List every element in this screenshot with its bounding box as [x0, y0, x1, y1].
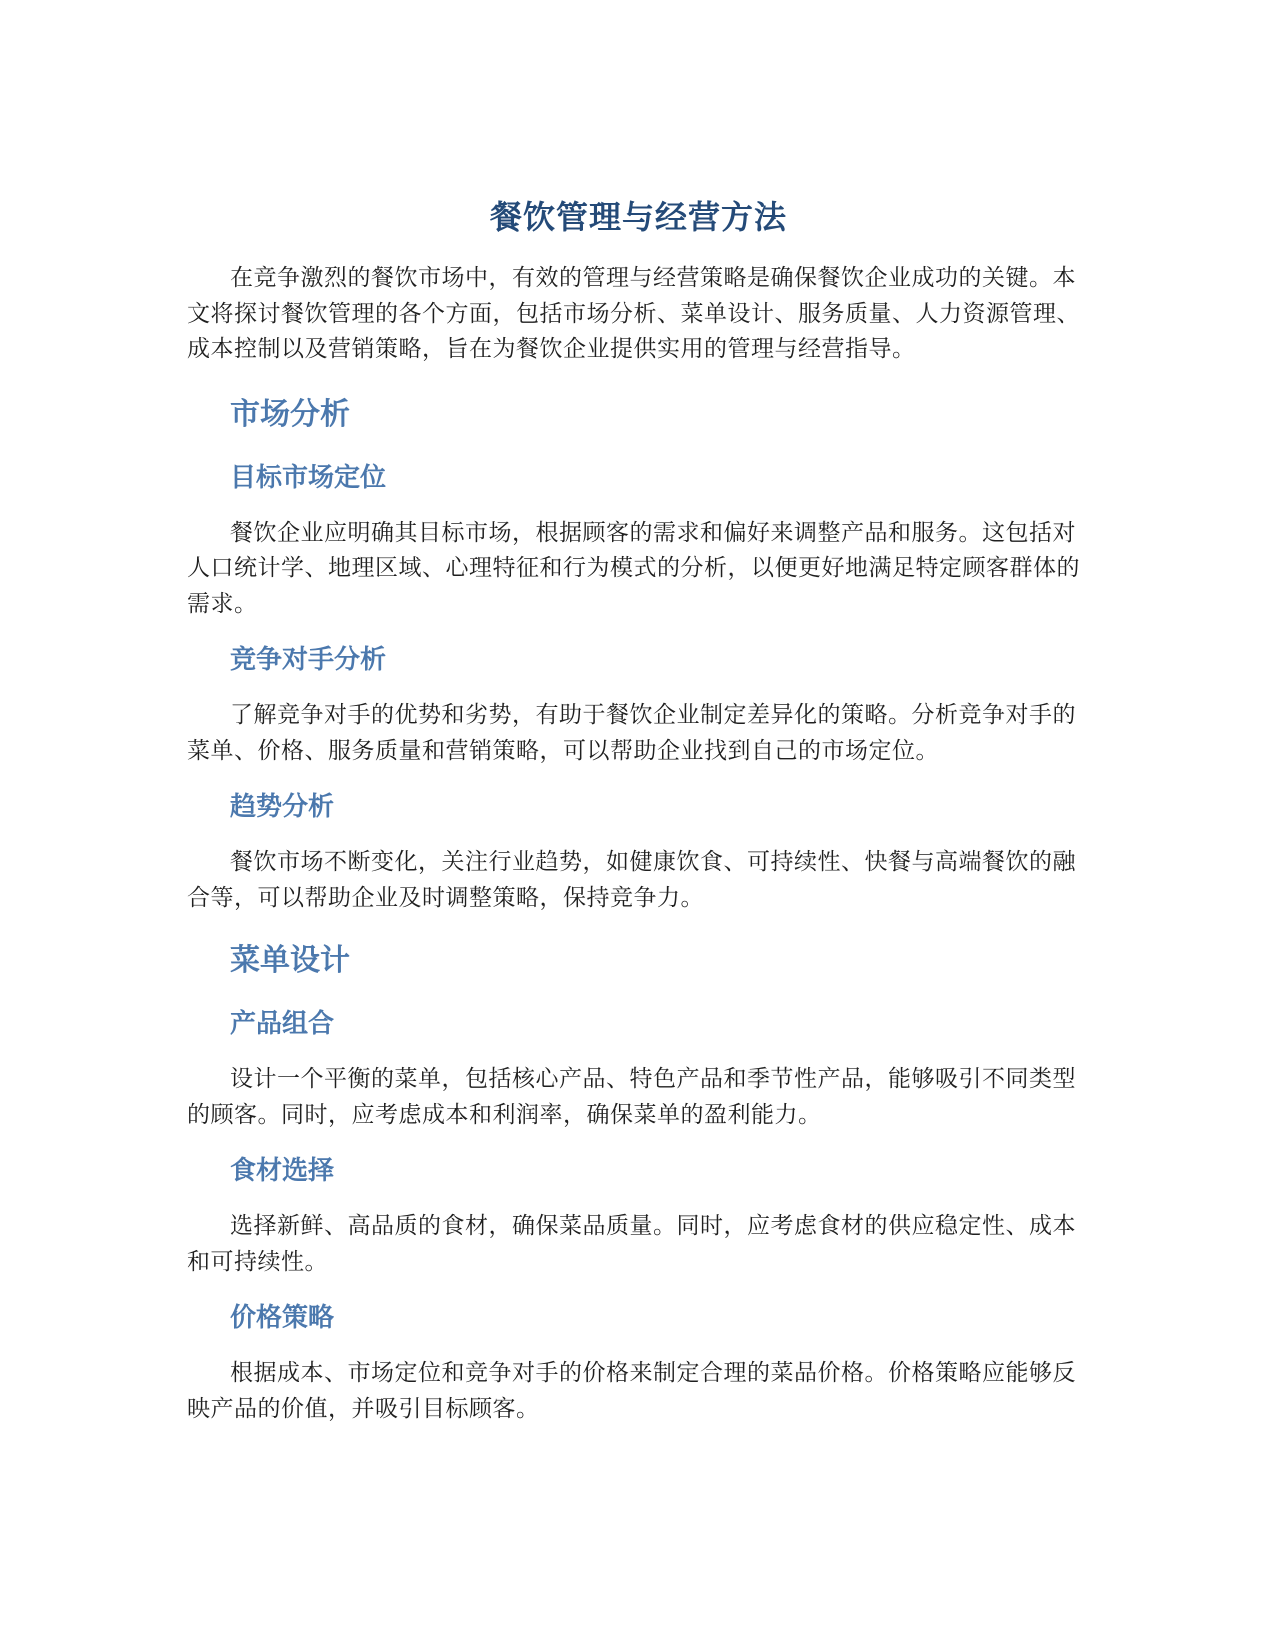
subsection-heading: 目标市场定位: [230, 462, 387, 493]
section-market-analysis: [187, 394, 1090, 917]
subsection-heading: 食材选择: [230, 1156, 335, 1186]
subsection-paragraph: 设计一个平衡的菜单，包括核心产品、特色产品和季节性产品，能够吸引不同类型的顾客。同时，应考虑成本和利润率，确保菜单的盈利能力。: [187, 1066, 1076, 1128]
subsection-paragraph: 餐饮企业应明确其目标市场，根据顾客的需求和偏好来调整产品和服务。这包括对人口统计学、地理区域、心理特征和行为模式的分析，以便更好地满足特定顾客群体的需求。: [187, 519, 1080, 617]
subsection-heading: 竞争对手分析: [230, 645, 387, 675]
subsection-paragraph: 根据成本、市场定位和竞争对手的价格来制定合理的菜品价格。价格策略应能够反映产品的价值，并吸引目标顾客。: [187, 1360, 1076, 1422]
section-heading: 菜单设计: [230, 943, 350, 978]
subsection-paragraph: 选择新鲜、高品质的食材，确保菜品质量。同时，应考虑食材的供应稳定性、成本和可持续性。: [187, 1213, 1076, 1275]
section-menu-design: [187, 940, 1090, 1427]
document-title: 餐饮管理与经营方法: [489, 198, 787, 236]
subsection-heading: 价格策略: [230, 1303, 335, 1333]
subsection-heading: 产品组合: [230, 1009, 335, 1039]
intro-paragraph: 在竞争激烈的餐饮市场中，有效的管理与经营策略是确保餐饮企业成功的关键。本文将探讨餐饮管理的各个方面，包括市场分析、菜单设计、服务质量、人力资源管理、成本控制以及营销策略，旨在为餐饮企业提供实用的管理与经营指导。: [187, 265, 1080, 362]
document-page: [187, 195, 1090, 1427]
subsection-paragraph: 餐饮市场不断变化，关注行业趋势，如健康饮食、可持续性、快餐与高端餐饮的融合等，可以帮助企业及时调整策略，保持竞争力。: [187, 849, 1076, 911]
subsection-heading: 趋势分析: [230, 792, 335, 822]
subsection-paragraph: 了解竞争对手的优势和劣势，有助于餐饮企业制定差异化的策略。分析竞争对手的菜单、价格、服务质量和营销策略，可以帮助企业找到自己的市场定位。: [187, 702, 1076, 764]
section-heading: 市场分析: [230, 396, 350, 432]
